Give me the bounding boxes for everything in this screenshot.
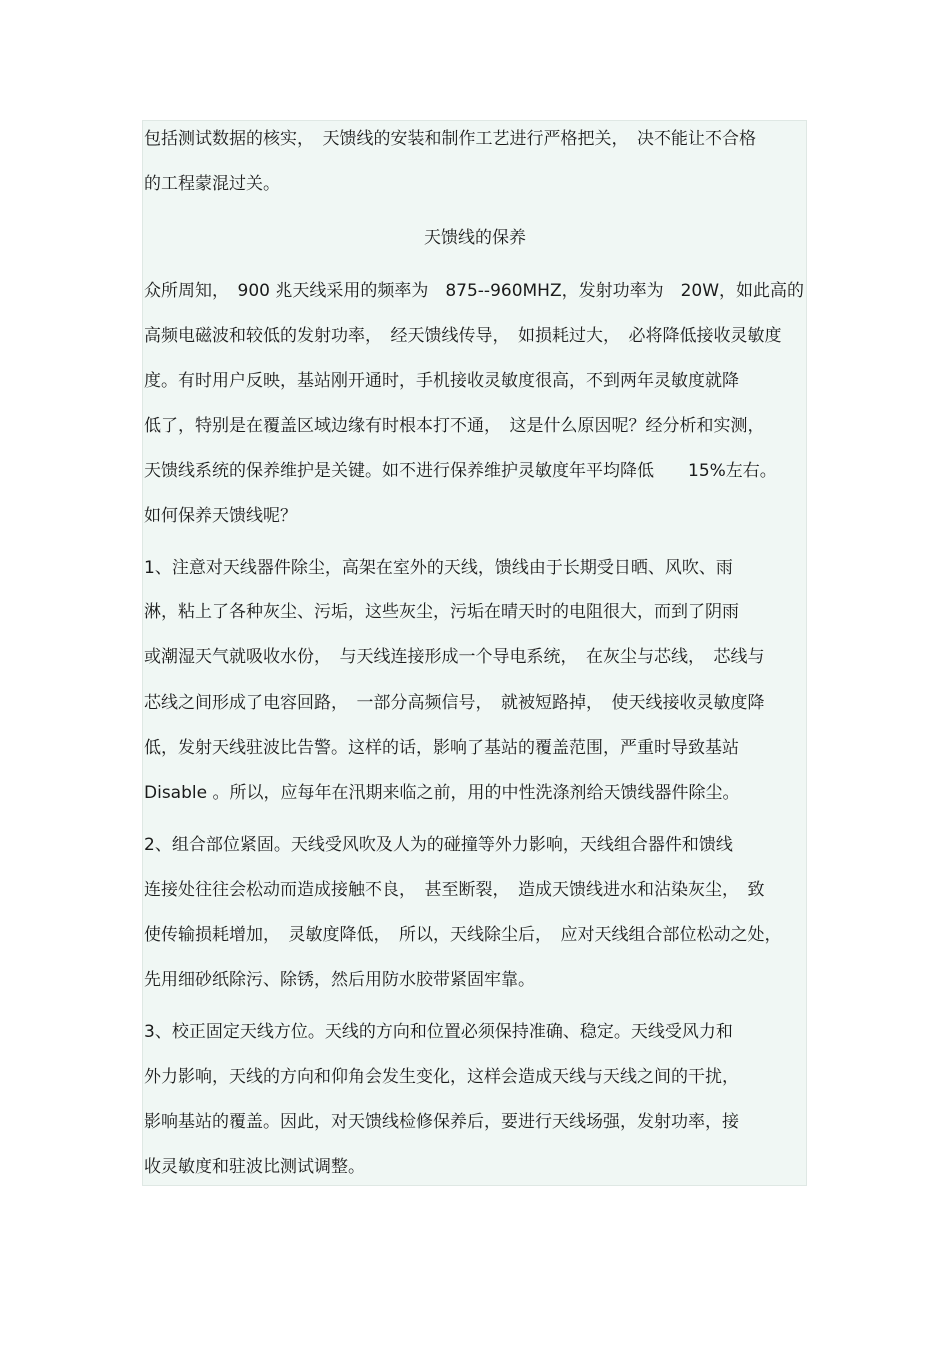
section1-line: 淋，粘上了各种灰尘、污垢，这些灰尘，污垢在晴天时的电阻很大，而到了阴雨 — [144, 602, 739, 622]
section-title: 天馈线的保养 — [424, 228, 526, 248]
section2-line: 2、组合部位紧固。天线受风吹及人为的碰撞等外力影响，天线组合器件和馈线 — [144, 835, 733, 855]
section1-line: 芯线之间形成了电容回路， 一部分高频信号， 就被短路掉， 使天线接收灵敏度降 — [144, 693, 765, 713]
paragraph-line: 众所周知， 900 兆天线采用的频率为 875--960MHZ，发射功率为 20W，如此高的 — [144, 281, 805, 301]
section3-line: 影响基站的覆盖。因此，对天馈线检修保养后，要进行天线场强，发射功率，接 — [144, 1112, 739, 1132]
section3-line: 收灵敏度和驻波比测试调整。 — [144, 1157, 365, 1177]
paragraph-line: 天馈线系统的保养维护是关键。如不进行保养维护灵敏度年平均降低 15%左右。 — [144, 461, 777, 481]
section1-line: Disable 。所以，应每年在汛期来临之前，用的中性洗涤剂给天馈线器件除尘。 — [144, 783, 740, 803]
section1-line: 或潮湿天气就吸收水份， 与天线连接形成一个导电系统， 在灰尘与芯线， 芯线与 — [144, 647, 765, 667]
paragraph-line: 度。有时用户反映，基站刚开通时，手机接收灵敏度很高，不到两年灵敏度就降 — [144, 371, 739, 391]
section2-line: 连接处往往会松动而造成接触不良， 甚至断裂， 造成天馈线进水和沾染灰尘， 致 — [144, 880, 765, 900]
paragraph-line: 如何保养天馈线呢？ — [144, 506, 297, 526]
intro-line: 的工程蒙混过关。 — [144, 174, 280, 194]
paragraph-line: 高频电磁波和较低的发射功率， 经天馈线传导， 如损耗过大， 必将降低接收灵敏度 — [144, 326, 782, 346]
section1-line: 1、注意对天线器件除尘，高架在室外的天线，馈线由于长期受日晒、风吹、雨 — [144, 558, 733, 578]
section2-line: 先用细砂纸除污、除锈，然后用防水胶带紧固牢靠。 — [144, 970, 535, 990]
section1-line: 低，发射天线驻波比告警。这样的话，影响了基站的覆盖范围，严重时导致基站 — [144, 738, 739, 758]
section3-line: 3、校正固定天线方位。天线的方向和位置必须保持准确、稳定。天线受风力和 — [144, 1022, 733, 1042]
paragraph-line: 低了，特别是在覆盖区域边缘有时根本打不通， 这是什么原因呢？经分析和实测， — [144, 416, 765, 436]
section3-line: 外力影响，天线的方向和仰角会发生变化，这样会造成天线与天线之间的干扰， — [144, 1067, 739, 1087]
intro-line: 包括测试数据的核实， 天馈线的安装和制作工艺进行严格把关， 决不能让不合格 — [144, 129, 756, 149]
section2-line: 使传输损耗增加， 灵敏度降低， 所以，天线除尘后， 应对天线组合部位松动之处， — [144, 925, 782, 945]
